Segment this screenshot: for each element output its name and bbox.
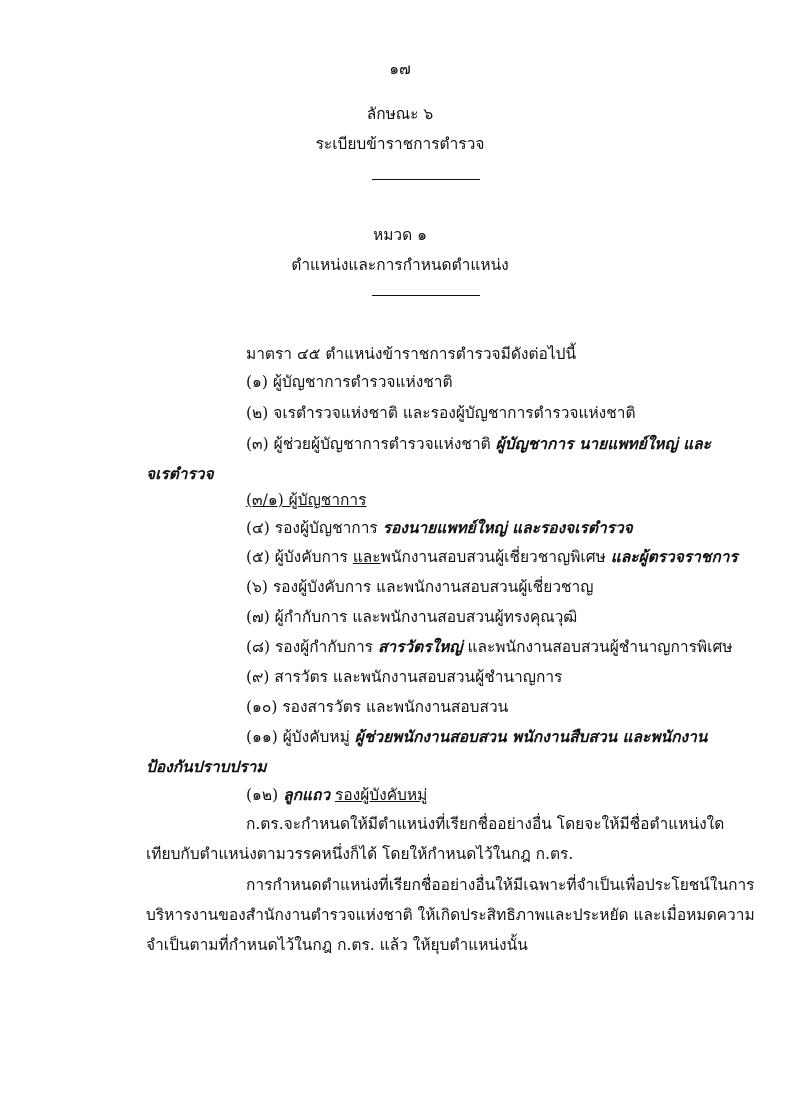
- list-item: (๑) ผู้บัญชาการตำรวจแห่งชาติ: [246, 373, 453, 391]
- divider: [372, 179, 480, 180]
- paragraph-line: เทียบกับตำแหน่งตามวรรคหนึ่งก็ได้ โดยให้กำหนดไว้ในกฎ ก.ตร.: [146, 845, 574, 863]
- list-item: [246, 433, 711, 455]
- list-item-continuation: ป้องกันปราบปราม: [146, 757, 267, 776]
- item-text: พนักงานสอบสวนผู้เชี่ยวชาญพิเศษ: [380, 548, 606, 566]
- chapter-subtitle: ตำแหน่งและการกำหนดตำแหน่ง: [291, 256, 509, 274]
- amended-text: ผู้ช่วยพนักงานสอบสวน พนักงานสืบสวน และพนักงาน: [354, 727, 708, 746]
- list-item: [246, 636, 733, 658]
- paragraph-line: จำเป็นตามที่กำหนดไว้ในกฎ ก.ตร. แล้ว ให้ยุบตำแหน่งนั้น: [146, 936, 528, 954]
- amended-text: และผู้ตรวจราชการ: [610, 547, 738, 566]
- item-text: (๑๒): [246, 786, 279, 804]
- list-item-continuation: จเรตำรวจ: [146, 464, 214, 483]
- section-intro: มาตรา ๔๕ ตำแหน่งข้าราชการตำรวจมีดังต่อไปนี้: [246, 345, 577, 363]
- list-item: [246, 726, 707, 748]
- list-item: (๗) ผู้กำกับการ และพนักงานสอบสวนผู้ทรงคุณวุฒิ: [246, 608, 578, 626]
- list-item: (๖) รองผู้บังคับการ และพนักงานสอบสวนผู้เชี่ยวชาญ: [246, 578, 594, 596]
- part-title: ลักษณะ ๖: [366, 105, 434, 123]
- list-item: [246, 517, 633, 539]
- item-text: (๑๑) ผู้บังคับหมู่: [246, 728, 350, 746]
- divider: [372, 295, 480, 296]
- paragraph-line: บริหารงานของสำนักงานตำรวจแห่งชาติ ให้เกิดประสิทธิภาพและประหยัด และเมื่อหมดความ: [146, 906, 755, 924]
- paragraph-line: การกำหนดตำแหน่งที่เรียกชื่ออย่างอื่นให้มีเฉพาะที่จำเป็นเพื่อประโยชน์ในการ: [246, 876, 755, 894]
- chapter-title: หมวด ๑: [373, 226, 427, 244]
- amended-text: สารวัตรใหญ่: [377, 637, 463, 656]
- item-text: (๕) ผู้บังคับการ: [246, 548, 348, 566]
- underlined-text: และ: [352, 548, 381, 566]
- list-item: (๑๐) รองสารวัตร และพนักงานสอบสวน: [246, 698, 509, 716]
- part-subtitle: ระเบียบข้าราชการตำรวจ: [315, 135, 485, 153]
- item-text: (๓) ผู้ช่วยผู้บัญชาการตำรวจแห่งชาติ: [246, 435, 491, 453]
- paragraph-line: ก.ตร.จะกำหนดให้มีตำแหน่งที่เรียกชื่ออย่างอื่น โดยจะให้มีชื่อตำแหน่งใด: [246, 815, 725, 833]
- page-number: ๑๗: [389, 60, 411, 78]
- amended-text: ลูกแถว: [283, 785, 331, 804]
- list-item: [246, 784, 427, 806]
- list-item: [246, 546, 738, 568]
- amended-text: รองนายแพทย์ใหญ่ และรองจเรตำรวจ: [382, 518, 633, 537]
- item-text: (๘) รองผู้กำกับการ: [246, 638, 373, 656]
- underlined-text: รองผู้บังคับหมู่: [335, 786, 428, 804]
- item-text: และพนักงานสอบสวนผู้ชำนาญการพิเศษ: [467, 638, 733, 656]
- amended-text: ผู้บัญชาการ นายแพทย์ใหญ่ และ: [495, 434, 711, 453]
- item-text: (๔) รองผู้บัญชาการ: [246, 519, 378, 537]
- list-item: (๒) จเรตำรวจแห่งชาติ และรองผู้บัญชาการตำรวจแห่งชาติ: [246, 404, 636, 422]
- list-item: (๙) สารวัตร และพนักงานสอบสวนผู้ชำนาญการ: [246, 668, 563, 686]
- list-item: (๓/๑) ผู้บัญชาการ: [246, 491, 367, 509]
